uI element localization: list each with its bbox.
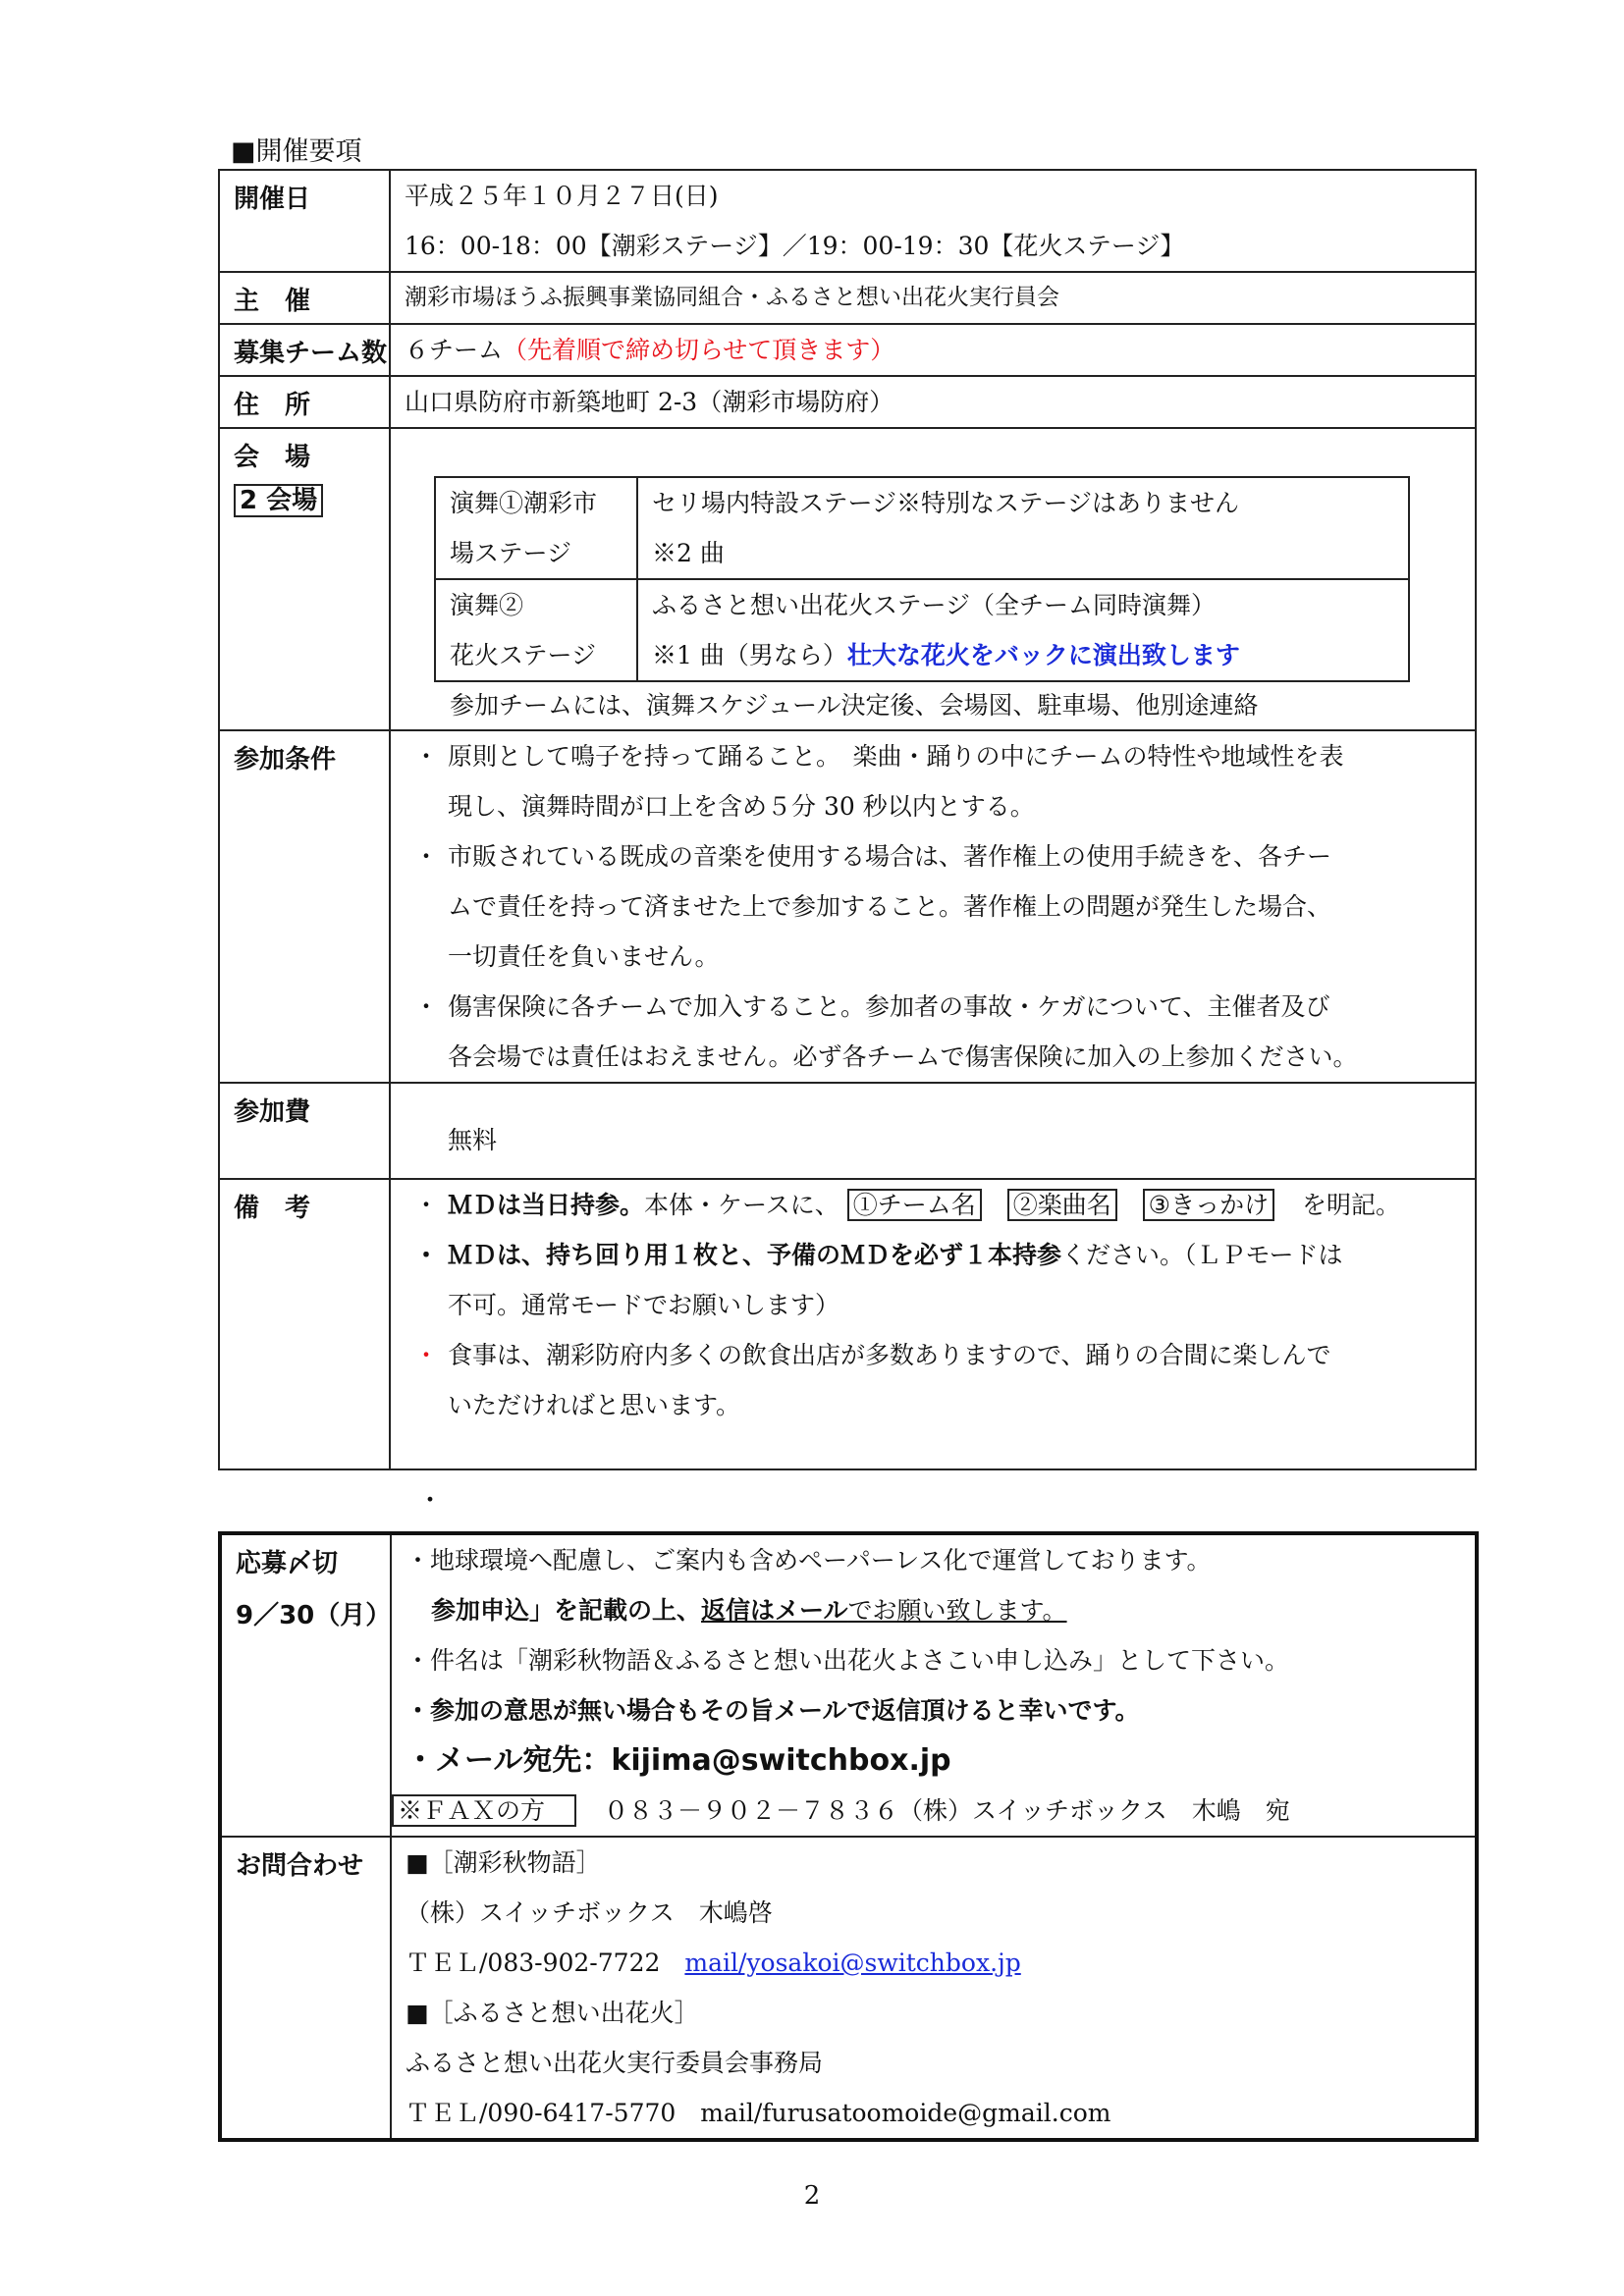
label-deadline: 応募〆切 — [236, 1549, 339, 1578]
row-contact — [220, 1837, 1477, 2140]
stage2-desc-line1: ふるさと想い出花火ステージ（全チーム同時演舞） — [652, 591, 1217, 619]
stage-row — [435, 579, 1409, 681]
teams-note: （先着順で締め切らせて頂きます） — [503, 336, 895, 364]
md-instruction-bold: ＭＤは当日持参。 — [448, 1191, 645, 1219]
deadline-date: 9／30（月） — [236, 1601, 392, 1630]
decline-note: ・参加の意思が無い場合もその旨メールで返信頂けると幸いです。 — [406, 1696, 1140, 1725]
label-address: 住 所 — [219, 376, 390, 428]
paperless-note: ・地球環境へ配慮し、ご案内も含めペーパーレス化で運営しております。 — [406, 1546, 1212, 1575]
stage2-name-line1: 演舞② — [450, 591, 524, 619]
bullet: ・ — [413, 1341, 439, 1369]
label-organizer: 主 催 — [219, 272, 390, 324]
label-date: 開催日 — [219, 170, 390, 272]
row-venue — [219, 428, 1476, 730]
stage-table — [434, 476, 1410, 682]
label-contact: お問合わせ — [220, 1837, 391, 2140]
condition2-line2: ムで責任を持って済ませた上で参加すること。著作権上の問題が発生した場合、 — [448, 892, 1332, 921]
row-remarks — [219, 1179, 1476, 1469]
bullet: ・ — [413, 842, 439, 871]
stage2-desc-line2: ※1 曲（男なら） — [652, 641, 847, 669]
contact2-heading: ■［ふるさと想い出花火］ — [406, 1999, 699, 2027]
row-conditions — [219, 730, 1476, 1083]
page-number: 2 — [803, 2181, 821, 2211]
organizer-value: 潮彩市場ほうふ振興事業協同組合・ふるさと想い出花火実行員会 — [405, 285, 1059, 310]
stage-row — [435, 477, 1409, 579]
bullet: ・ — [413, 992, 439, 1021]
md-instruction-end: を明記。 — [1302, 1191, 1401, 1219]
condition1-line2: 現し、演舞時間が口上を含め５分 30 秒以内とする。 — [448, 792, 1035, 821]
venue-footer-note: 参加チームには、演舞スケジュール決定後、会場図、駐車場、他別途連絡 — [450, 691, 1259, 720]
md-label-song-name: ②楽曲名 — [1007, 1189, 1117, 1221]
application-table — [218, 1531, 1479, 2142]
md-backup-line2: 不可。通常モードでお願いします） — [448, 1291, 840, 1319]
contact1-tel: ＴＥＬ/083-902-7722 — [406, 1949, 661, 1977]
label-venue: 会 場 — [234, 443, 311, 472]
md-label-team-name: ①チーム名 — [847, 1189, 982, 1221]
label-fee: 参加費 — [219, 1083, 390, 1179]
row-fee — [219, 1083, 1476, 1179]
contact2-name: ふるさと想い出花火実行委員会事務局 — [406, 2049, 824, 2077]
condition3-line2: 各会場では責任はおえません。必ず各チームで傷害保険に加入の上参加ください。 — [448, 1042, 1358, 1071]
time-value: 16：00-18：00【潮彩ステージ】／19：00-19：30【花火ステージ】 — [405, 232, 1185, 260]
row-teams — [219, 324, 1476, 376]
label-teams: 募集チーム数 — [219, 324, 390, 376]
label-conditions: 参加条件 — [219, 730, 390, 1083]
date-value: 平成２５年１０月２７日(日) — [405, 182, 719, 210]
contact1-mail-link[interactable]: mail/yosakoi@switchbox.jp — [684, 1949, 1021, 1977]
contact1-heading: ■［潮彩秋物語］ — [406, 1848, 601, 1877]
stage1-name-line2: 場ステージ — [450, 539, 572, 567]
md-backup-bold: ＭＤは、持ち回り用１枚と、予備のＭＤを必ず１本持参 — [448, 1241, 1062, 1269]
mail-destination: ・メール宛先：kijima@switchbox.jp — [406, 1743, 951, 1778]
contact2-tel-mail: ＴＥＬ/090-6417-5770 mail/furusatoomoide@gmail.com — [406, 2099, 1111, 2127]
apply-instruction-end: でお願い致します。 — [847, 1596, 1067, 1625]
stray-bullet: ・ — [417, 1486, 444, 1516]
subject-note: ・件名は「潮彩秋物語＆ふるさと想い出花火よさこい申し込み」として下さい。 — [406, 1646, 1290, 1675]
row-date — [219, 170, 1476, 272]
teams-value: ６チーム — [405, 336, 504, 364]
condition1-line1: 原則として鳴子を持って踊ること。 楽曲・踊りの中にチームの特性や地域性を表 — [448, 742, 1344, 771]
stage2-name-line2: 花火ステージ — [450, 641, 597, 669]
food-note-line2: いただければと思います。 — [448, 1391, 741, 1419]
row-organizer — [219, 272, 1476, 324]
md-backup-text: ください。（ＬＰモードは — [1061, 1241, 1343, 1269]
address-value: 山口県防府市新築地町 2-3（潮彩市場防府） — [405, 388, 894, 416]
bullet: ・ — [413, 1191, 439, 1219]
venue-count-badge: 2 会場 — [234, 484, 323, 517]
fee-value: 無料 — [448, 1126, 498, 1154]
reply-by-mail: 返信はメール — [701, 1596, 848, 1625]
event-details-table — [218, 169, 1477, 1470]
stage1-desc-line1: セリ場内特設ステージ※特別なステージはありません — [652, 489, 1240, 517]
md-instruction-text: 本体・ケースに、 — [644, 1191, 839, 1219]
stage2-highlight: 壮大な花火をバックに演出致します — [846, 641, 1240, 669]
apply-instruction-bold: 参加申込」を記載の上、 — [431, 1596, 702, 1625]
condition2-line1: 市販されている既成の音楽を使用する場合は、著作権上の使用手続きを、各チー — [448, 842, 1332, 871]
fax-number: ０８３－９０２－７８３６（株）スイッチボックス 木嶋 宛 — [604, 1796, 1290, 1825]
md-label-cue: ③きっかけ — [1143, 1189, 1274, 1221]
condition3-line1: 傷害保険に各チームで加入すること。参加者の事故・ケガについて、主催者及び — [448, 992, 1330, 1021]
stage1-name-line1: 演舞①潮彩市 — [450, 489, 598, 517]
fax-label: ※ＦＡＸの方 — [392, 1794, 576, 1827]
food-note-line1: 食事は、潮彩防府内多くの飲食出店が多数ありますので、踊りの合間に楽しんで — [448, 1341, 1331, 1369]
stage1-desc-line2: ※2 曲 — [652, 539, 725, 567]
bullet: ・ — [413, 742, 439, 771]
section-title: ■開催要項 — [231, 136, 362, 167]
contact1-name: （株）スイッチボックス 木嶋啓 — [406, 1898, 773, 1927]
bullet: ・ — [413, 1241, 439, 1269]
condition2-line3: 一切責任を負いません。 — [448, 942, 720, 971]
label-remarks: 備 考 — [219, 1179, 390, 1469]
row-address — [219, 376, 1476, 428]
row-application — [220, 1533, 1477, 1837]
